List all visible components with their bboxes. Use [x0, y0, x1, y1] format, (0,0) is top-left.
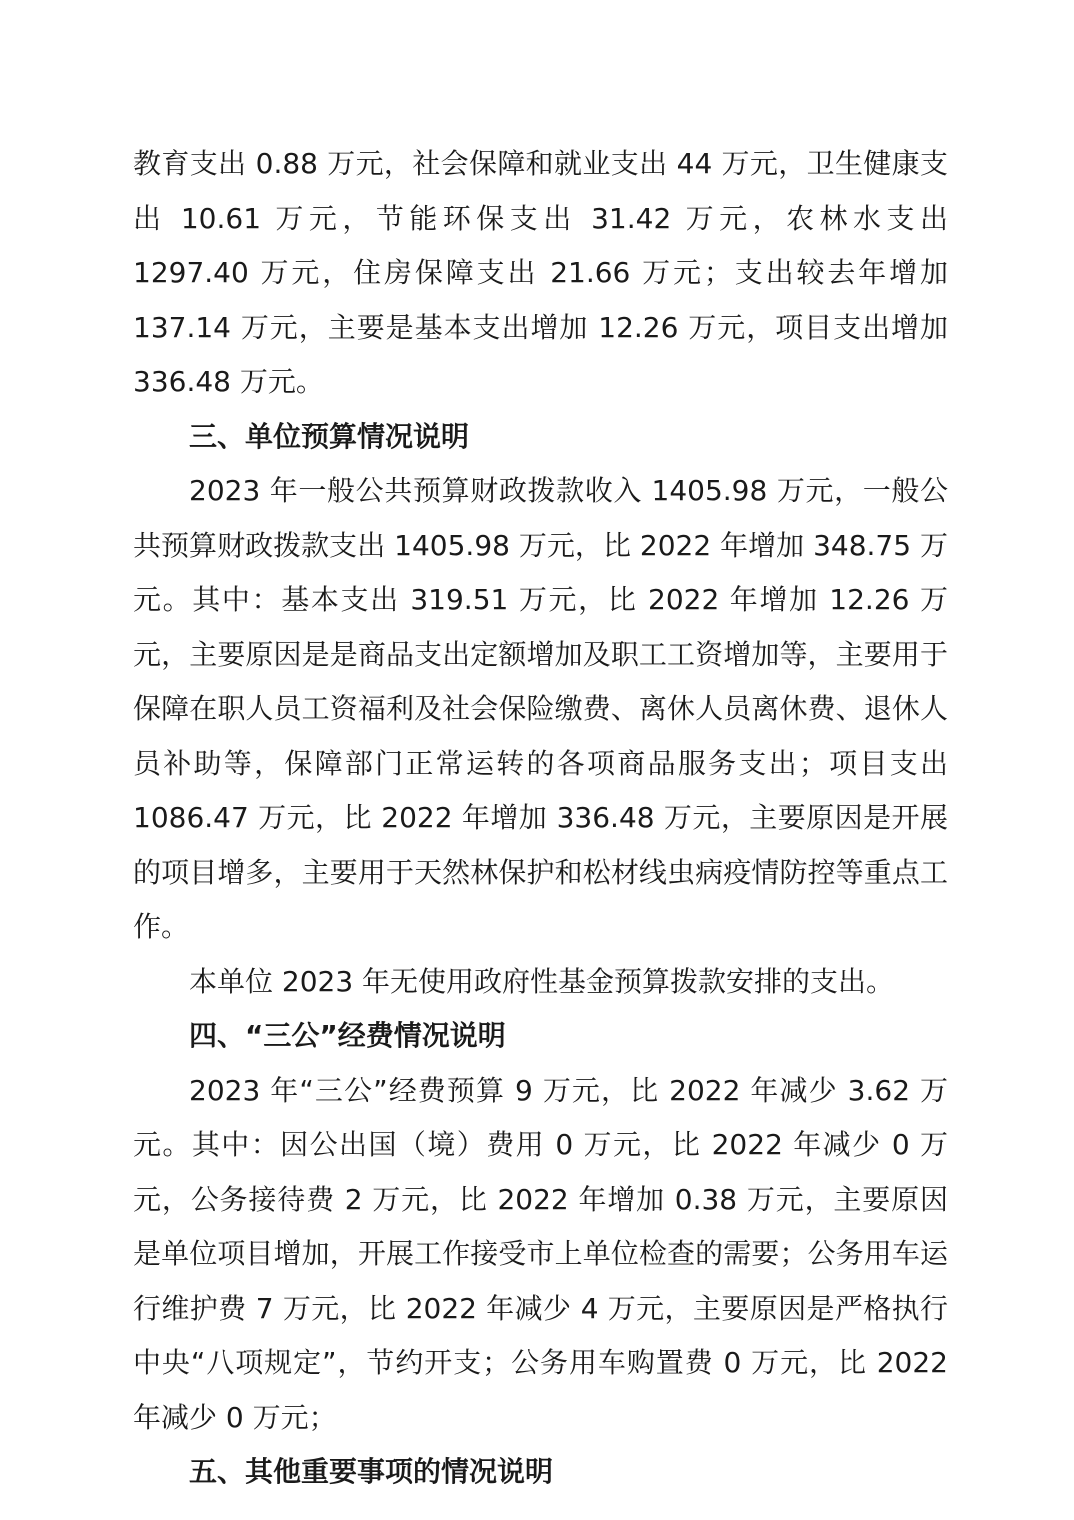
section-heading-other-matters: 五、其他重要事项的情况说明: [189, 1455, 554, 1488]
paragraph-expenditure-breakdown: 教育支出 0.88 万元，社会保障和就业支出 44 万元，卫生健康支出 10.61 万元，节能环保支出 31.42 万元，农林水支出 1297.40 万元，住房保障支出 21.66 万元；支出较去年增加 137.14 万元，主要是基本支出增加 12.26 万元，项目支出增加 336.48 万元。: [133, 147, 948, 398]
paragraph-general-budget: 2023 年一般公共预算财政拨款收入 1405.98 万元，一般公共预算财政拨款支出 1405.98 万元，比 2022 年增加 348.75 万元。其中：基本支出 319.51 万元，比 2022 年增加 12.26 万元，主要原因是是商品支出定额增加及职工工资增加等，主要用于保障在职人员工资福利及社会保险缴费、离休人员离休费、退休人员补助等，保障部门正常运转的各项商品服务支出；项目支出 1086.47 万元，比 2022 年增加 336.48 万元，主要原因是开展的项目增多，主要用于天然林保护和松材线虫病疫情防控等重点工作。: [133, 474, 948, 943]
section-heading-three-public-expenses: 四、“三公”经费情况说明: [189, 1019, 506, 1052]
paragraph-three-public-expenses: 2023 年“三公”经费预算 9 万元，比 2022 年减少 3.62 万元。其中：因公出国（境）费用 0 万元，比 2022 年减少 0 万元，公务接待费 2 万元，比 2022 年增加 0.38 万元，主要原因是单位项目增加，开展工作接受市上单位检查的需要；公务用车运行维护费 7 万元，比 2022 年减少 4 万元，主要原因是严格执行中央“八项规定”，节约开支；公务用车购置费 0 万元，比 2022 年减少 0 万元；: [133, 1073, 948, 1434]
paragraph-government-fund: 本单位 2023 年无使用政府性基金预算拨款安排的支出。: [189, 964, 895, 998]
document-body: [133, 137, 948, 1500]
section-heading-unit-budget: 三、单位预算情况说明: [189, 419, 470, 453]
